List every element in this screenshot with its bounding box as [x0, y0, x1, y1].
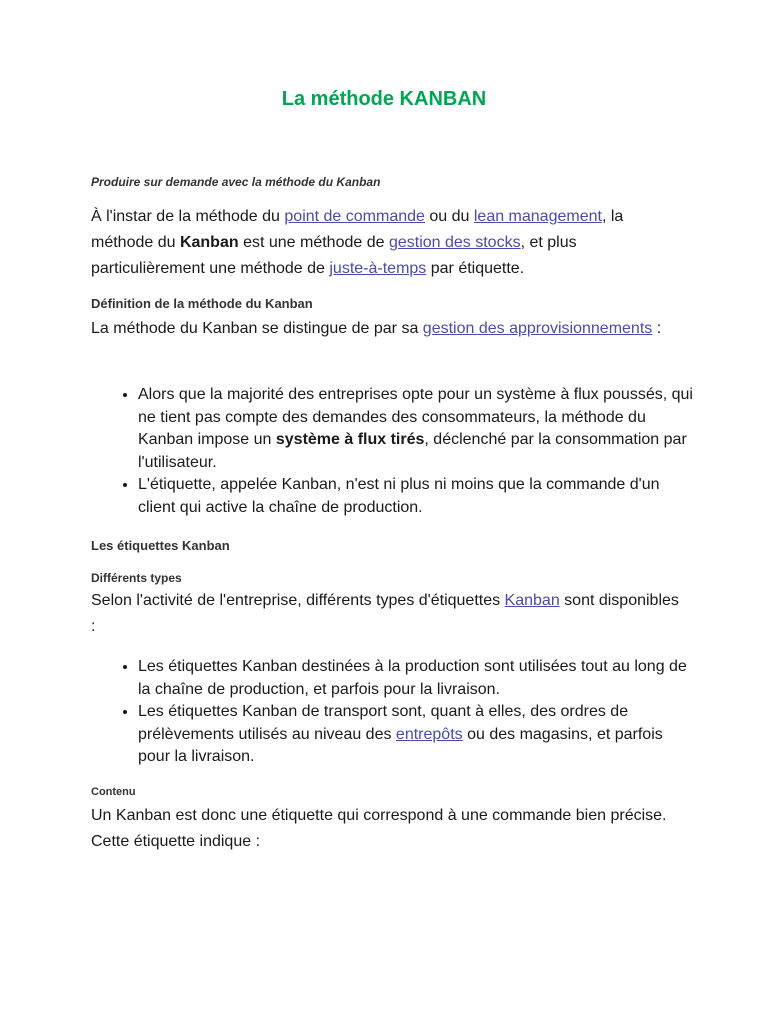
types-heading: Différents types: [91, 571, 182, 585]
contenu-paragraph: Un Kanban est donc une étiquette qui correspond à une commande bien précise. Cette étiquette indique :: [91, 807, 667, 850]
etiquettes-heading: Les étiquettes Kanban: [91, 538, 230, 553]
list2-item2-text-2: ou des magasins, et parfois pour la livraison.: [138, 725, 663, 765]
intro-paragraph: [91, 204, 681, 282]
p1-text-4: est une méthode de: [238, 234, 389, 251]
list2-item1-text: Les étiquettes Kanban destinées à la production sont utilisées tout au long de la chaîne de production, et parfois pour la livraison.: [138, 658, 687, 698]
list1-item1-text-2: , déclenché par la consommation par l'utilisateur.: [138, 431, 687, 471]
list1-item1-bold: système à flux tirés: [275, 431, 425, 448]
list-item: [138, 656, 698, 701]
types-paragraph: [91, 588, 681, 640]
list-item: [138, 474, 698, 519]
p3-text-1: Selon l'activité de l'entreprise, différents types d'étiquettes: [91, 592, 505, 609]
p3-text-2: sont disponibles :: [91, 592, 679, 635]
p1-bold-kanban: Kanban: [179, 234, 239, 251]
link-juste-a-temps[interactable]: juste-à-temps: [329, 260, 427, 277]
p1-text-1: À l'instar de la méthode du: [91, 208, 285, 225]
definition-heading: Définition de la méthode du Kanban: [91, 296, 313, 311]
link-gestion-des-stocks[interactable]: gestion des stocks: [388, 234, 521, 251]
definition-list: [112, 384, 698, 519]
link-point-de-commande[interactable]: point de commande: [284, 208, 425, 225]
list-item: [138, 384, 698, 474]
list-item: [138, 701, 698, 769]
link-lean-management[interactable]: lean management: [473, 208, 602, 225]
p2-text-2: :: [652, 320, 662, 337]
definition-paragraph: [91, 316, 681, 342]
intro-heading: Produire sur demande avec la méthode du Kanban: [91, 175, 381, 189]
list1-item2-text: L'étiquette, appelée Kanban, n'est ni plus ni moins que la commande d'un client qui active la chaîne de production.: [138, 476, 660, 516]
p1-text-3: , la méthode du: [91, 208, 624, 251]
link-gestion-des-approvisionnements[interactable]: gestion des approvisionnements: [422, 320, 653, 337]
p2-text-1: La méthode du Kanban se distingue de par sa: [91, 320, 423, 337]
p1-text-5: , et plus particulièrement une méthode de: [91, 234, 577, 277]
list2-item2-text-1: Les étiquettes Kanban de transport sont, quant à elles, des ordres de prélèvements utilisés au niveau des: [138, 703, 629, 743]
list1-item1-text-1: Alors que la majorité des entreprises opte pour un système à flux poussés, qui ne tient pas compte des demandes des consommateurs, la méthode du Kanban impose un: [138, 386, 693, 448]
link-entrepots[interactable]: entrepôts: [395, 725, 463, 743]
page-title: La méthode KANBAN: [281, 88, 487, 110]
contenu-heading: Contenu: [91, 786, 136, 798]
link-kanban[interactable]: Kanban: [504, 592, 560, 609]
types-list: [112, 656, 698, 769]
p1-text-6: par étiquette.: [426, 260, 525, 277]
p1-text-2: ou du: [424, 208, 474, 225]
